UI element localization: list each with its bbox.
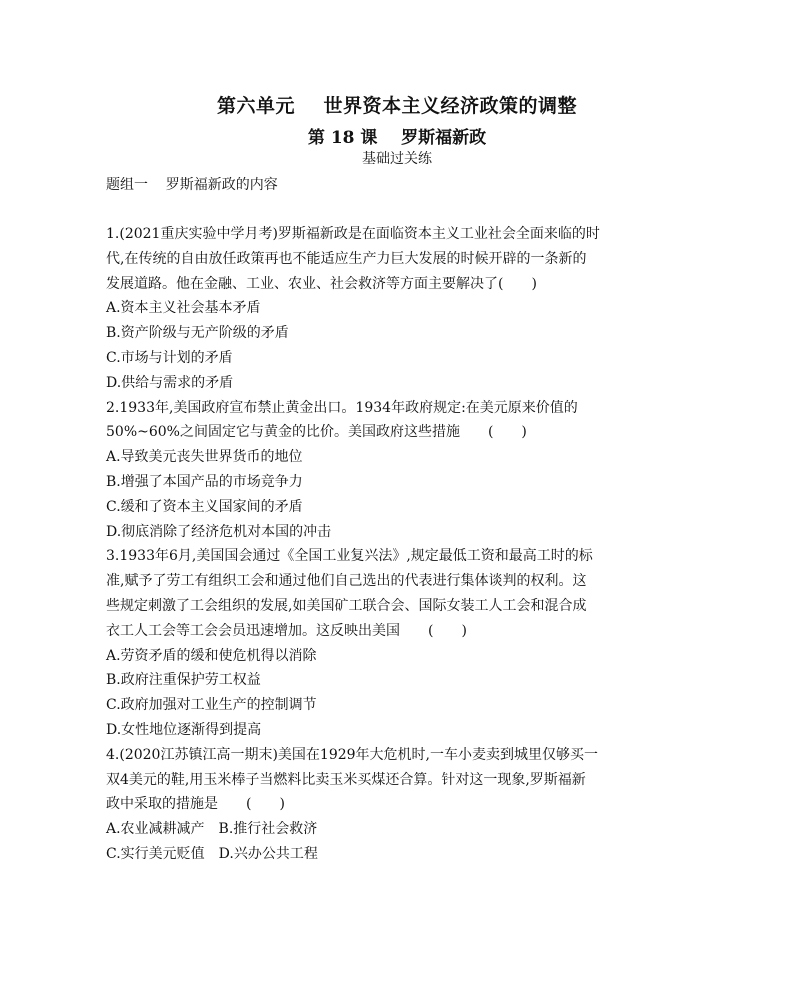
q2-option-c: C.缓和了资本主义国家间的矛盾 — [106, 498, 303, 515]
q2-stem-line-2: 50%~60%之间固定它与黄金的比价。美国政府这些措施 ( ) — [106, 424, 527, 441]
q4-options-ab: A.农业减耕减产 B.推行社会救济 — [106, 821, 318, 838]
q2-option-b: B.增强了本国产品的市场竞争力 — [106, 473, 303, 490]
section-title: 基础过关练 — [362, 151, 432, 167]
q3-stem-line-1: 3.1933年6月,美国国会通过《全国工业复兴法》,规定最低工资和最高工时的标 — [106, 548, 593, 565]
q3-stem-line-2: 准,赋予了劳工有组织工会和通过他们自己选出的代表进行集体谈判的权利。这 — [106, 573, 587, 590]
q2-option-a: A.导致美元丧失世界货币的地位 — [106, 449, 303, 466]
q3-stem-line-3: 些规定刺激了工会组织的发展,如美国矿工联合会、国际女装工人工会和混合成 — [106, 597, 587, 614]
lesson-title: 第 18 课 罗斯福新政 — [307, 128, 487, 148]
q1-option-a: A.资本主义社会基本矛盾 — [106, 300, 261, 317]
q1-option-b: B.资产阶级与无产阶级的矛盾 — [106, 325, 289, 342]
q1-stem-line-3: 发展道路。他在金融、工业、农业、社会救济等方面主要解决了( ) — [106, 275, 537, 292]
q4-options-cd: C.实行美元贬值 D.兴办公共工程 — [106, 845, 318, 862]
q3-option-b: B.政府注重保护劳工权益 — [106, 672, 261, 689]
q1-option-c: C.市场与计划的矛盾 — [106, 349, 233, 366]
question-group-title: 题组一 罗斯福新政的内容 — [106, 177, 278, 193]
q1-stem-line-1: 1.(2021重庆实验中学月考)罗斯福新政是在面临资本主义工业社会全面来临的时 — [106, 226, 600, 242]
q1-option-d: D.供给与需求的矛盾 — [106, 374, 234, 391]
q3-option-d: D.女性地位逐渐得到提高 — [106, 721, 262, 738]
question-body — [106, 222, 706, 867]
unit-title: 第六单元 世界资本主义经济政策的调整 — [217, 95, 577, 117]
q4-stem-line-2: 双4美元的鞋,用玉米棒子当燃料比卖玉米买煤还合算。针对这一现象,罗斯福新 — [106, 771, 586, 788]
q4-stem-line-1: 4.(2020江苏镇江高一期末)美国在1929年大危机时,一车小麦卖到城里仅够买一 — [106, 746, 598, 763]
q3-option-c: C.政府加强对工业生产的控制调节 — [106, 697, 317, 714]
q3-option-a: A.劳资矛盾的缓和使危机得以消除 — [106, 647, 317, 664]
q4-stem-line-3: 政中采取的措施是 ( ) — [106, 796, 285, 813]
q2-option-d: D.彻底消除了经济危机对本国的冲击 — [106, 523, 332, 540]
q2-stem-line-1: 2.1933年,美国政府宣布禁止黄金出口。1934年政府规定:在美元原来价值的 — [106, 399, 578, 416]
q1-stem-line-2: 代,在传统的自由放任政策再也不能适应生产力巨大发展的时候开辟的一条新的 — [106, 250, 587, 267]
q3-stem-line-4: 衣工人工会等工会会员迅速增加。这反映出美国 ( ) — [106, 622, 467, 639]
